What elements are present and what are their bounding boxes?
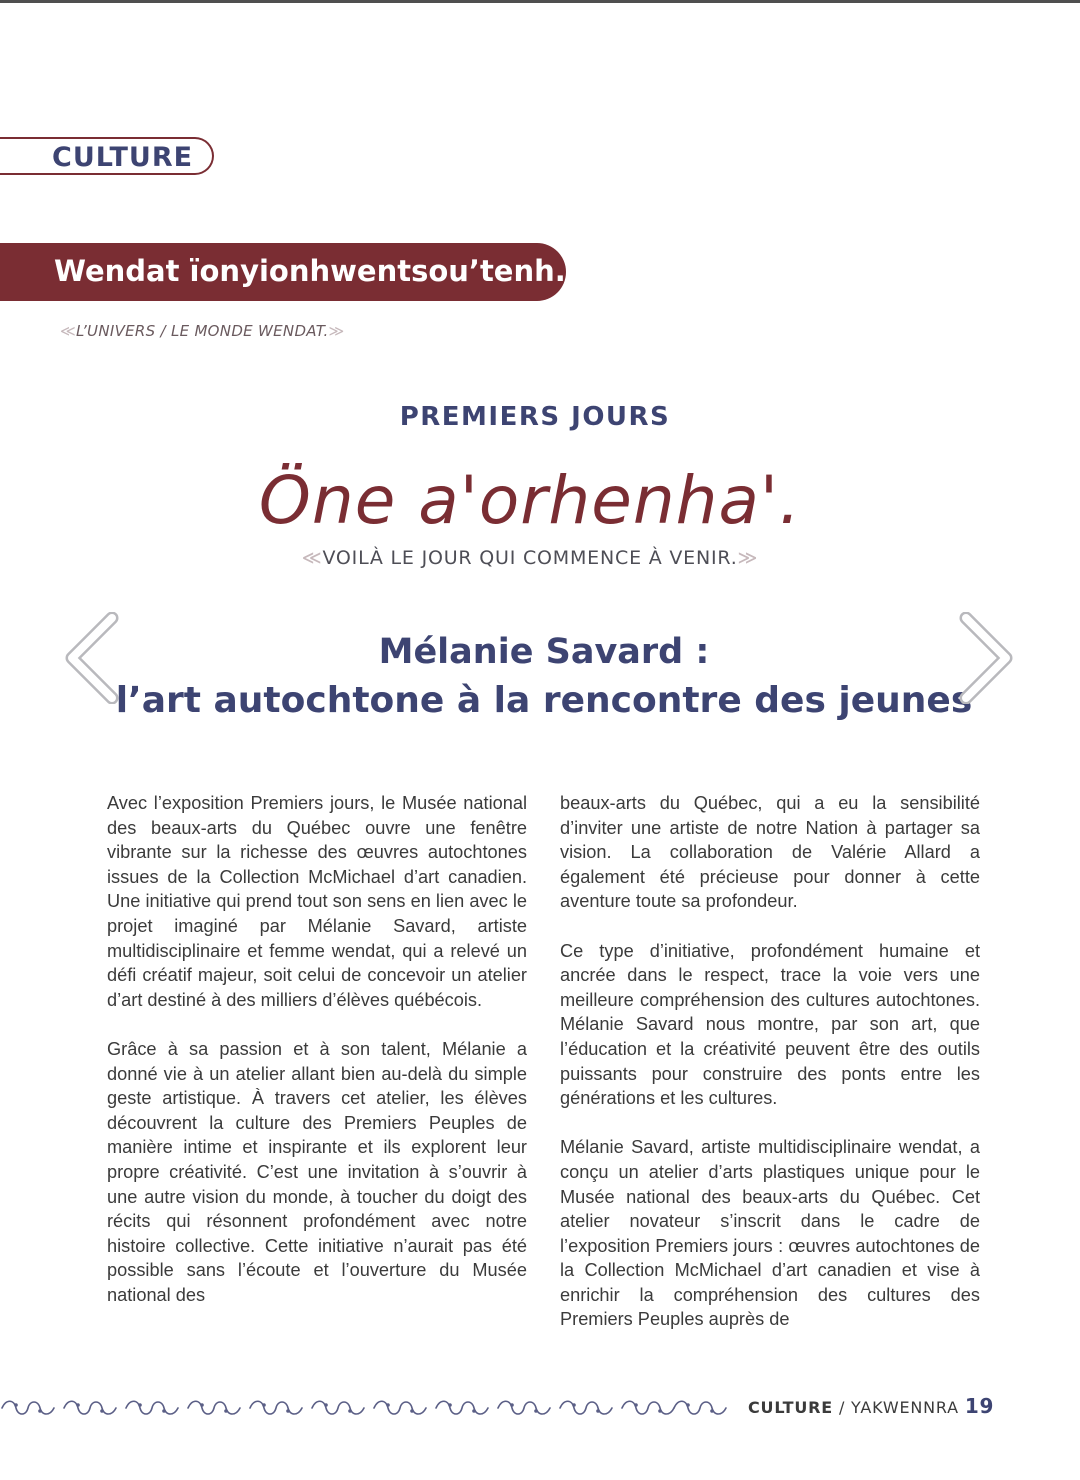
headline-line-1: Mélanie Savard :: [378, 632, 710, 672]
page-number: 19: [964, 1394, 995, 1418]
headline-line-2: l’art autochtone à la rencontre des jeunes: [115, 680, 973, 721]
decorative-border-ornament: [0, 1396, 730, 1420]
open-quote-mark: ≪: [301, 547, 323, 569]
banner-title: Wendat ïonyionhwentsou’tenh.: [54, 254, 566, 288]
body-paragraph: beaux-arts du Québec, qui a eu la sensibilité d’inviter une artiste de notre Nation à partager sa vision. La collaboration de Valérie Allard a également été précieuse pour donner à cette aventure toute sa profondeur.: [560, 793, 980, 912]
wendat-title: Öne a'orhenha'.: [258, 462, 802, 539]
page-footer: [748, 1394, 994, 1418]
section-tab: [0, 137, 214, 175]
footer-section: CULTURE: [748, 1398, 834, 1417]
top-border: [0, 0, 1080, 3]
banner-subtitle: [60, 322, 345, 340]
body-column-left: [107, 791, 527, 1332]
section-label: CULTURE: [52, 142, 194, 173]
section-banner: [0, 243, 566, 301]
title-translation: [0, 547, 1060, 569]
chevron-left-icon[interactable]: [62, 612, 122, 704]
close-quote-mark: ≫: [737, 547, 759, 569]
footer-magazine: YAKWENNRA: [851, 1398, 959, 1417]
body-paragraph: Ce type d’initiative, profondément humaine et ancrée dans le respect, trace la voie vers une meilleure compréhension des cultures autochtones. Mélanie Savard nous montre, par son art, que l’éducation et la créativité peuvent être des outils puissants pour construire des ponts entre les générations et les cultures.: [560, 940, 980, 1109]
footer-separator: /: [838, 1398, 846, 1417]
body-paragraph: Mélanie Savard, artiste multidisciplinaire wendat, a conçu un atelier d’arts plastiques unique pour le Musée national des beaux-arts du Québec. Cet atelier novateur s’inscrit dans le cadre de l’exposition Premiers jours : œuvres autochtones de la Collection McMichael d’art canadien et vise à enrichir la compréhension des cultures des Premiers Peuples auprès de: [560, 1137, 980, 1330]
body-column-right: [560, 791, 980, 1357]
translation-text: VOILÀ LE JOUR QUI COMMENCE À VENIR.: [322, 547, 738, 569]
article-kicker: PREMIERS JOURS: [399, 402, 671, 432]
chevron-right-icon[interactable]: [956, 612, 1016, 704]
open-quote-mark: ≪: [60, 322, 77, 340]
body-paragraph: Grâce à sa passion et à son talent, Mélanie a donné vie à un atelier allant bien au-delà du simple geste artistique. À travers cet atelier, les élèves découvrent la culture des Premiers Peuples de manière intime et inspirante et ils explorent leur propre créativité. C’est une invitation à s’ouvrir à une autre vision du monde, à toucher du doigt des récits qui résonnent profondément avec notre histoire collective. Cette initiative n’aurait pas été possible sans l’écoute et l’ouverture du Musée national des: [107, 1038, 527, 1305]
body-paragraph: Avec l’exposition Premiers jours, le Musée national des beaux-arts du Québec ouvre une fenêtre vibrante sur la richesse des œuvres autochtones issues de la Collection McMichael d’art canadien. Une initiative qui prend tout son sens en lien avec le projet imaginé par Mélanie Savard, artiste multidisciplinaire et femme wendat, qui a relevé un défi créatif majeur, soit celui de concevoir un atelier d’art destiné à des milliers d’élèves québécois.: [107, 793, 527, 1010]
close-quote-mark: ≫: [328, 322, 345, 340]
banner-subtitle-text: L’UNIVERS / LE MONDE WENDAT.: [76, 322, 329, 340]
